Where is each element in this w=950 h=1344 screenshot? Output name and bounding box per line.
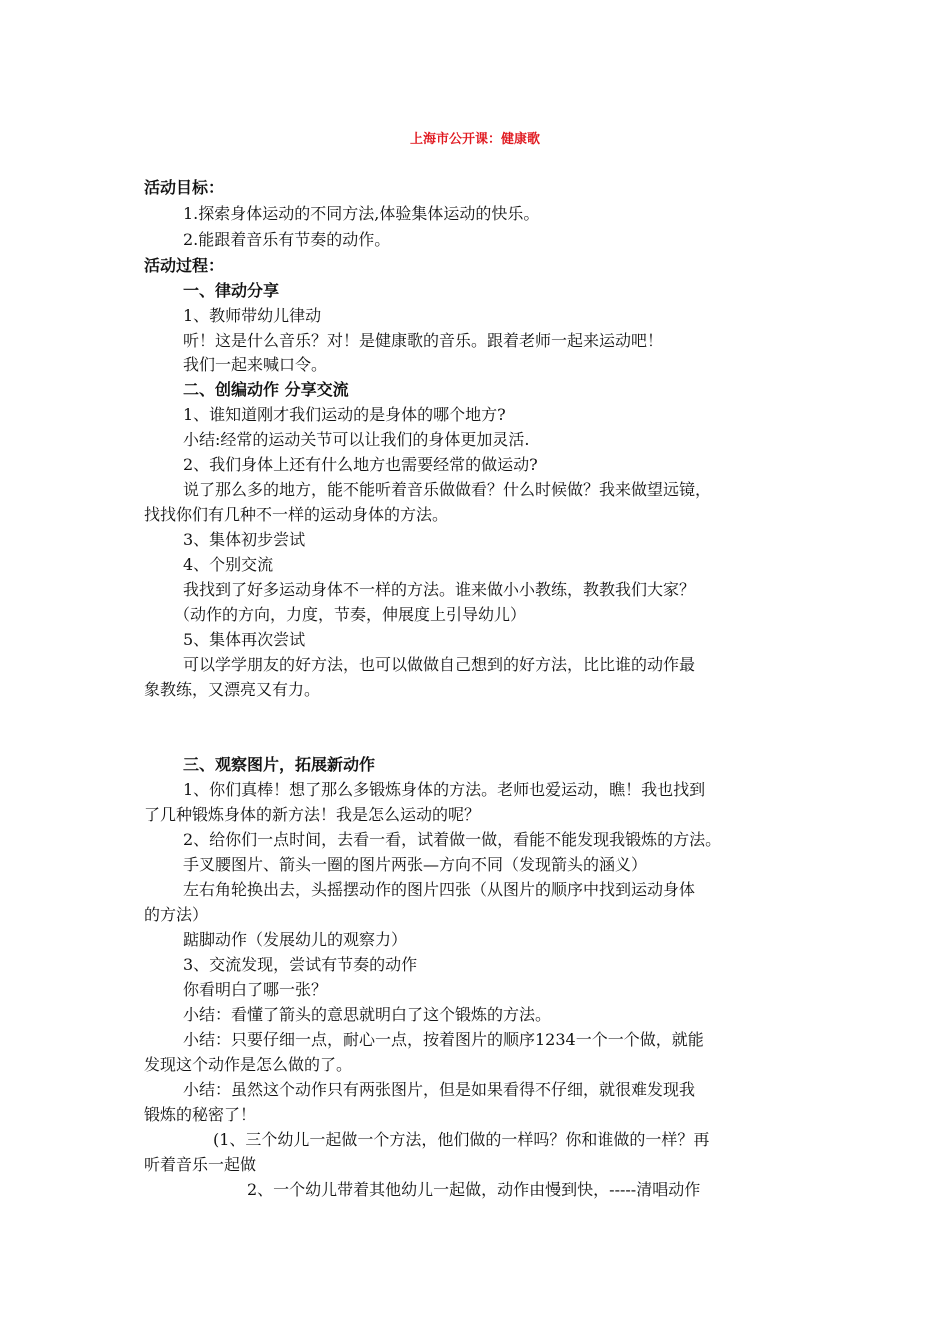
section1-line: 1、教师带幼儿律动 [183,306,322,325]
section1-line: 我们一起来喊口令。 [183,355,328,374]
section3-line: 3、交流发现，尝试有节奏的动作 [183,955,418,974]
goals-heading: 活动目标： [144,178,225,197]
section3-line: 小结：虽然这个动作只有两张图片，但是如果看得不仔细，就很难发现我 [183,1080,696,1099]
section2-line: 说了那么多的地方，能不能听着音乐做做看？什么时候做？我来做望远镜， [183,480,712,499]
section3-line: 发现这个动作是怎么做的了。 [144,1055,353,1074]
section1-line: 听！这是什么音乐？对！是健康歌的音乐。跟着老师一起来运动吧！ [183,331,664,350]
section1-heading: 一、律动分享 [183,281,280,300]
section3-line: 手叉腰图片、箭头一圈的图片两张—方向不同（发现箭头的涵义） [183,855,648,874]
section3-line: (1、三个幼儿一起做一个方法，他们做的一样吗？你和谁做的一样？再 [213,1130,710,1149]
section2-line: （动作的方向，力度，节奏，伸展度上引导幼儿） [174,605,527,624]
section2-line: 4、个别交流 [183,555,274,574]
section3-line: 了几种锻炼身体的新方法！我是怎么运动的呢？ [144,805,481,824]
section3-line: 小结：只要仔细一点，耐心一点，按着图片的顺序1234一个一个做，就能 [183,1030,704,1049]
section2-line: 1、谁知道刚才我们运动的是身体的哪个地方? [183,405,506,424]
section3-line: 1、你们真棒！想了那么多锻炼身体的方法。老师也爱运动，瞧！我也找到 [183,780,706,799]
process-heading: 活动过程： [144,256,225,275]
section2-line: 象教练，又漂亮又有力。 [144,680,321,699]
section2-heading: 二、创编动作 分享交流 [183,380,349,399]
section2-line: 5、集体再次尝试 [183,630,306,649]
section3-line: 听着音乐一起做 [144,1155,257,1174]
section3-line: 小结：看懂了箭头的意思就明白了这个锻炼的方法。 [183,1005,552,1024]
section2-line: 可以学学朋友的好方法，也可以做做自己想到的好方法，比比谁的动作最 [183,655,696,674]
section2-line: 找找你们有几种不一样的运动身体的方法。 [144,505,449,524]
section3-line: 你看明白了哪一张？ [183,980,328,999]
section3-heading: 三、观察图片，拓展新动作 [183,755,376,774]
section2-line: 我找到了好多运动身体不一样的方法。谁来做小小教练，教教我们大家？ [183,580,696,599]
section3-line: 锻炼的秘密了！ [144,1105,257,1124]
section2-line: 3、集体初步尝试 [183,530,306,549]
goal-item: 2.能跟着音乐有节奏的动作。 [183,230,391,249]
section3-line: 左右角轮换出去，头摇摆动作的图片四张（从图片的顺序中找到运动身体 [183,880,696,899]
section3-line: 踮脚动作（发展幼儿的观察力） [183,930,408,949]
goal-item: 1.探索身体运动的不同方法,体验集体运动的快乐。 [183,204,540,223]
section3-line: 的方法） [144,905,209,924]
section2-line: 2、我们身体上还有什么地方也需要经常的做运动? [183,455,538,474]
section3-line: 2、给你们一点时间，去看一看，试着做一做，看能不能发现我锻炼的方法。 [183,830,722,849]
section2-line: 小结:经常的运动关节可以让我们的身体更加灵活. [183,430,530,449]
section3-line: 2、一个幼儿带着其他幼儿一起做，动作由慢到快，-----清唱动作 [247,1180,701,1199]
document-title: 上海市公开课：健康歌 [409,132,540,147]
